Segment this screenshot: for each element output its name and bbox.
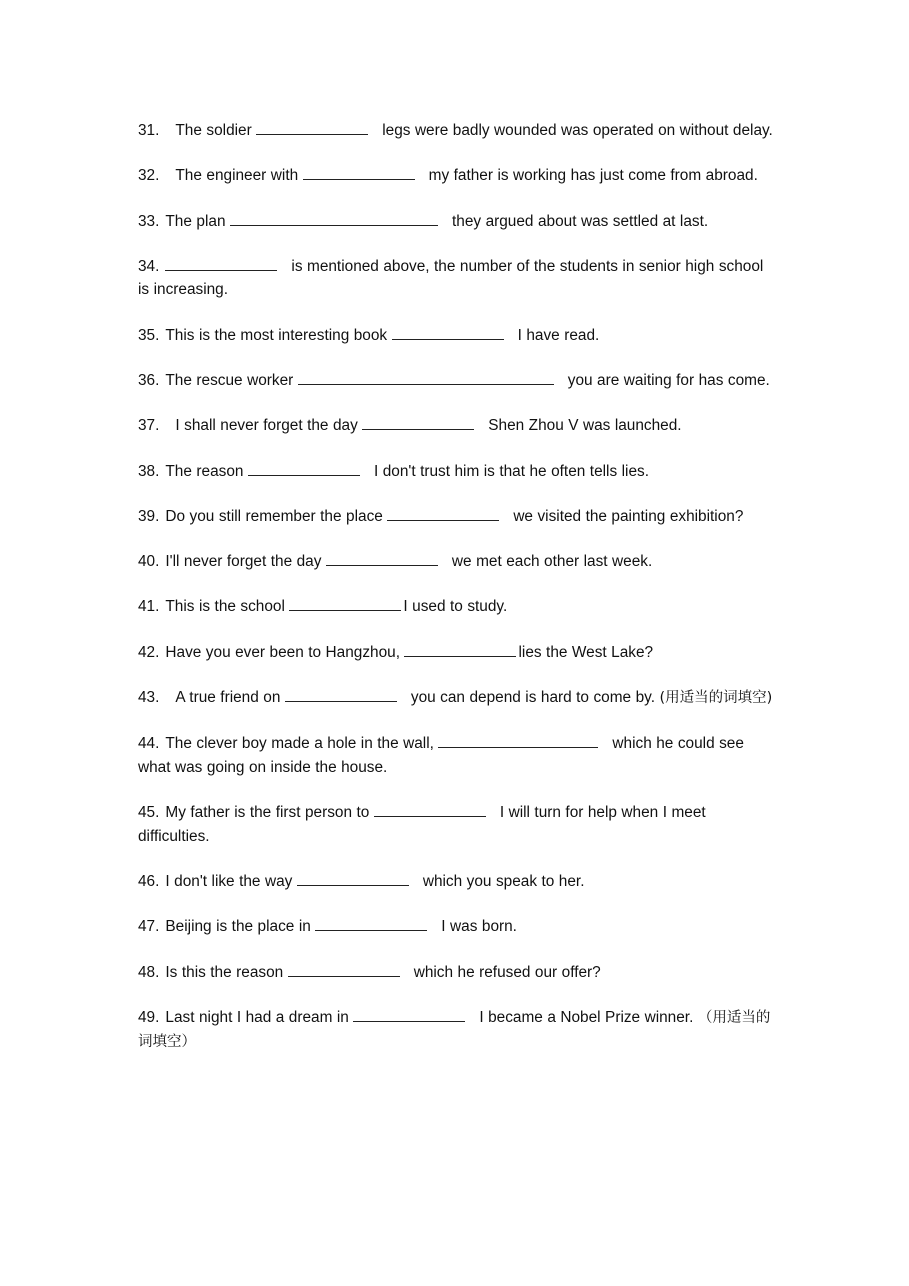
question-text-before: This is the school (165, 598, 285, 616)
question-number: 37. (138, 417, 160, 435)
question-item (138, 164, 774, 188)
question-item (138, 210, 774, 234)
question-text-before: My father is the first person to (165, 804, 370, 822)
question-text-before: The engineer with (175, 167, 299, 185)
answer-blank[interactable] (374, 802, 486, 817)
question-text-after: is mentioned above, the number of the students in senior high school is increasing. (138, 257, 764, 299)
question-text-after: I used to study. (403, 598, 508, 616)
instruction-note: （用适当的词填空） (138, 1009, 771, 1051)
answer-blank[interactable] (298, 370, 554, 385)
question-item (138, 414, 774, 438)
question-text-after: I became a Nobel Prize winner. (479, 1008, 694, 1026)
answer-blank[interactable] (387, 506, 499, 521)
question-item (138, 255, 774, 302)
question-item (138, 732, 774, 779)
question-item (138, 961, 774, 985)
answer-blank[interactable] (362, 415, 474, 430)
answer-blank[interactable] (326, 551, 438, 566)
answer-blank[interactable] (285, 687, 397, 702)
question-text-after: which he refused our offer? (413, 963, 601, 981)
question-text-before: Beijing is the place in (165, 918, 311, 936)
question-number: 32. (138, 167, 160, 185)
question-text-after: which he could see what was going on inside the house. (138, 735, 744, 776)
question-number: 46. (138, 872, 160, 890)
question-text-before: Is this the reason (165, 963, 284, 981)
question-number: 42. (138, 643, 160, 661)
answer-blank[interactable] (288, 962, 400, 977)
question-list (138, 119, 774, 1077)
question-item (138, 324, 774, 348)
question-text-before: The soldier (175, 122, 252, 139)
question-number: 44. (138, 735, 160, 753)
question-number: 47. (138, 918, 160, 936)
answer-blank[interactable] (303, 165, 415, 180)
answer-blank[interactable] (392, 325, 504, 340)
question-text-before: I don't like the way (165, 872, 293, 890)
instruction-note: (用适当的词填空) (659, 690, 773, 707)
question-item (138, 641, 774, 665)
question-item (138, 1006, 774, 1055)
answer-blank[interactable] (315, 916, 427, 931)
answer-blank[interactable] (230, 211, 438, 226)
question-text-after: we visited the painting exhibition? (513, 507, 744, 525)
question-number: 31. (138, 122, 160, 139)
question-number: 41. (138, 598, 160, 616)
question-item (138, 460, 774, 484)
question-number: 34. (138, 257, 160, 275)
answer-blank[interactable] (165, 256, 277, 271)
question-text-before: I'll never forget the day (165, 553, 322, 571)
question-number: 43. (138, 689, 160, 707)
question-number: 40. (138, 553, 160, 571)
answer-blank[interactable] (256, 120, 368, 135)
question-text-after: you can depend is hard to come by. (410, 689, 655, 707)
question-item (138, 505, 774, 529)
answer-blank[interactable] (438, 733, 598, 748)
question-item (138, 801, 774, 848)
question-text-after: I don't trust him is that he often tells lies. (373, 462, 650, 480)
question-text-before: The clever boy made a hole in the wall, (165, 735, 434, 753)
question-item (138, 686, 774, 711)
question-text-after: we met each other last week. (451, 553, 653, 571)
question-text-before: A true friend on (175, 689, 281, 707)
question-number: 49. (138, 1008, 160, 1026)
question-text-after: I have read. (517, 326, 600, 344)
question-text-after: they argued about was settled at last. (452, 212, 709, 230)
question-text-after: which you speak to her. (422, 872, 585, 890)
question-text-after: I was born. (441, 918, 517, 936)
question-text-after: you are waiting for has come. (567, 371, 770, 389)
question-text-after: legs were badly wounded was operated on without delay. (382, 122, 773, 139)
question-item (138, 915, 774, 939)
question-text-before: Have you ever been to Hangzhou, (165, 643, 400, 661)
question-text-before: Do you still remember the place (165, 507, 383, 525)
question-text-after: lies the West Lake? (518, 643, 654, 661)
question-text-after: I will turn for help when I meet difficulties. (138, 804, 706, 845)
question-item (138, 119, 774, 143)
question-text-before: This is the most interesting book (165, 326, 388, 344)
answer-blank[interactable] (297, 871, 409, 886)
question-item (138, 870, 774, 894)
question-text-after: my father is working has just come from abroad. (428, 167, 758, 185)
answer-blank[interactable] (289, 596, 401, 611)
question-text-before: The reason (165, 462, 244, 480)
question-text-after: Shen Zhou V was launched. (488, 417, 682, 435)
question-item (138, 369, 774, 393)
question-item (138, 550, 774, 574)
question-text-before: I shall never forget the day (175, 417, 358, 435)
answer-blank[interactable] (404, 642, 516, 657)
question-number: 48. (138, 963, 160, 981)
question-number: 38. (138, 462, 160, 480)
question-text-before: The rescue worker (165, 371, 294, 389)
answer-blank[interactable] (353, 1007, 465, 1022)
question-item (138, 595, 774, 619)
question-number: 39. (138, 507, 160, 525)
question-text-before: The plan (165, 212, 226, 230)
question-number: 45. (138, 804, 160, 822)
question-number: 35. (138, 326, 160, 344)
question-number: 33. (138, 212, 160, 230)
question-text-before: Last night I had a dream in (165, 1008, 349, 1026)
answer-blank[interactable] (248, 461, 360, 476)
question-number: 36. (138, 371, 160, 389)
